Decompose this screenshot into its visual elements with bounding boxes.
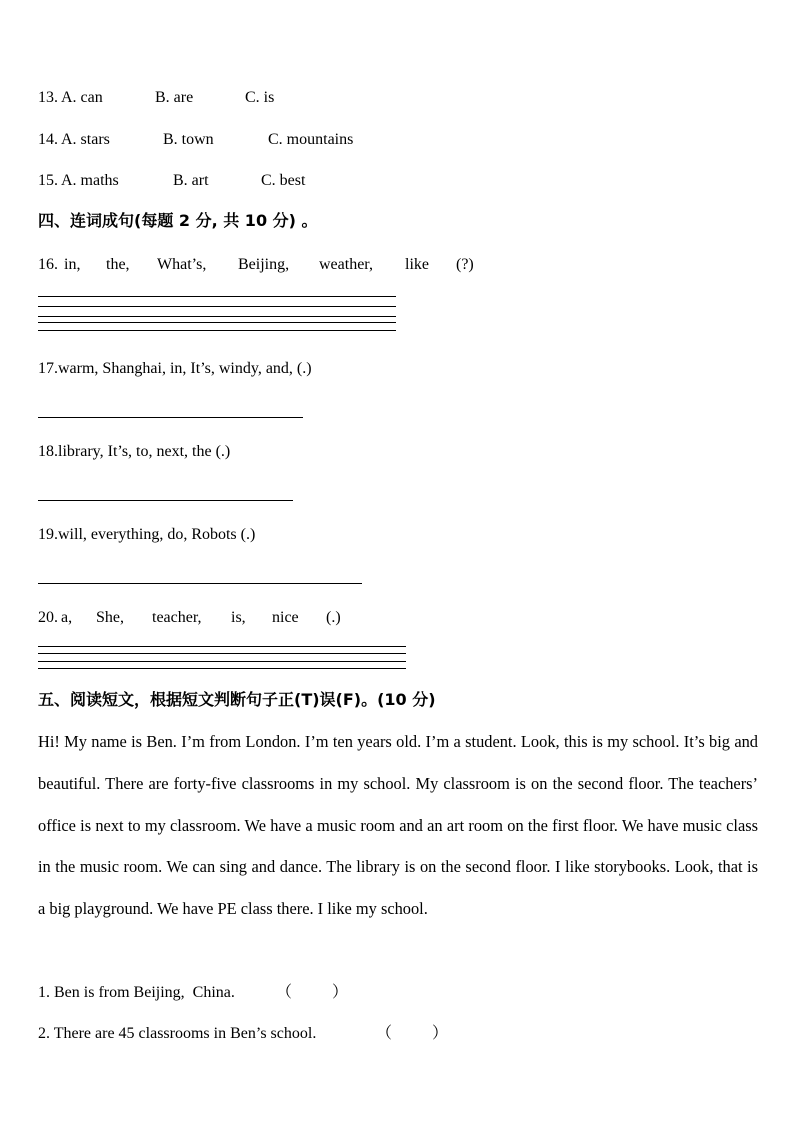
option-a: A. maths	[61, 172, 119, 189]
option-b: B. art	[173, 172, 209, 189]
section-heading: 四、连词成句(每题 2 分, 共 10 分) 。	[38, 211, 318, 230]
question-number: 16.	[38, 256, 58, 273]
word: What’s,	[157, 256, 207, 273]
word: weather,	[319, 256, 373, 273]
word: is,	[231, 609, 246, 626]
word: (.)	[326, 609, 341, 626]
answer-line	[38, 583, 362, 584]
tf-statement: 1. Ben is from Beijing, China.	[38, 984, 235, 1001]
question-17: 17.warm, Shanghai, in, It’s, windy, and, (.)	[38, 360, 312, 377]
reading-passage: Hi! My name is Ben. I’m from London. I’m ten years old. I’m a student. Look, this is my school. It’s big and beautiful. There are forty-five classrooms in my school. My classroom is on the second floor. The teachers’ office is next to my classroom. We have a music room and an art room on the first floor. We have music class in the music room. We can sing and dance. The library is on the second floor. I like storybooks. Look, that is a big playground. We have PE class there. I like my school.	[38, 732, 758, 919]
option-a: A. stars	[61, 131, 110, 148]
section-heading: 五、阅读短文，根据短文判断句子正(T)误(F)。(10 分)	[38, 690, 436, 709]
answer-blank[interactable]: （ ）	[276, 984, 349, 1001]
tf-statement: 2. There are 45 classrooms in Ben’s school.	[38, 1025, 317, 1042]
answer-blank[interactable]: （ ）	[376, 1025, 449, 1042]
mc-number: 15.	[38, 172, 58, 189]
word: the,	[106, 256, 130, 273]
answer-line	[38, 500, 293, 501]
word: like	[405, 256, 429, 273]
question-number: 20.	[38, 609, 58, 626]
word: a,	[61, 609, 73, 626]
answer-line	[38, 306, 396, 307]
word: (?)	[456, 256, 474, 273]
option-c: C. mountains	[268, 131, 354, 148]
answer-line	[38, 653, 406, 654]
word: Beijing,	[238, 256, 290, 273]
answer-line	[38, 296, 396, 297]
word: nice	[272, 609, 299, 626]
word: teacher,	[152, 609, 202, 626]
option-b: B. are	[155, 89, 194, 106]
option-a: A. can	[61, 89, 103, 106]
mc-number: 13.	[38, 89, 58, 106]
question-19: 19.will, everything, do, Robots (.)	[38, 526, 256, 543]
answer-line	[38, 661, 406, 662]
option-c: C. is	[245, 89, 275, 106]
word: in,	[64, 256, 81, 273]
answer-line	[38, 316, 396, 317]
question-18: 18.library, It’s, to, next, the (.)	[38, 443, 231, 460]
option-b: B. town	[163, 131, 214, 148]
answer-line	[38, 417, 303, 418]
answer-line	[38, 330, 396, 331]
mc-number: 14.	[38, 131, 58, 148]
answer-line	[38, 668, 406, 669]
option-c: C. best	[261, 172, 306, 189]
answer-line	[38, 322, 396, 323]
answer-line	[38, 646, 406, 647]
word: She,	[96, 609, 124, 626]
